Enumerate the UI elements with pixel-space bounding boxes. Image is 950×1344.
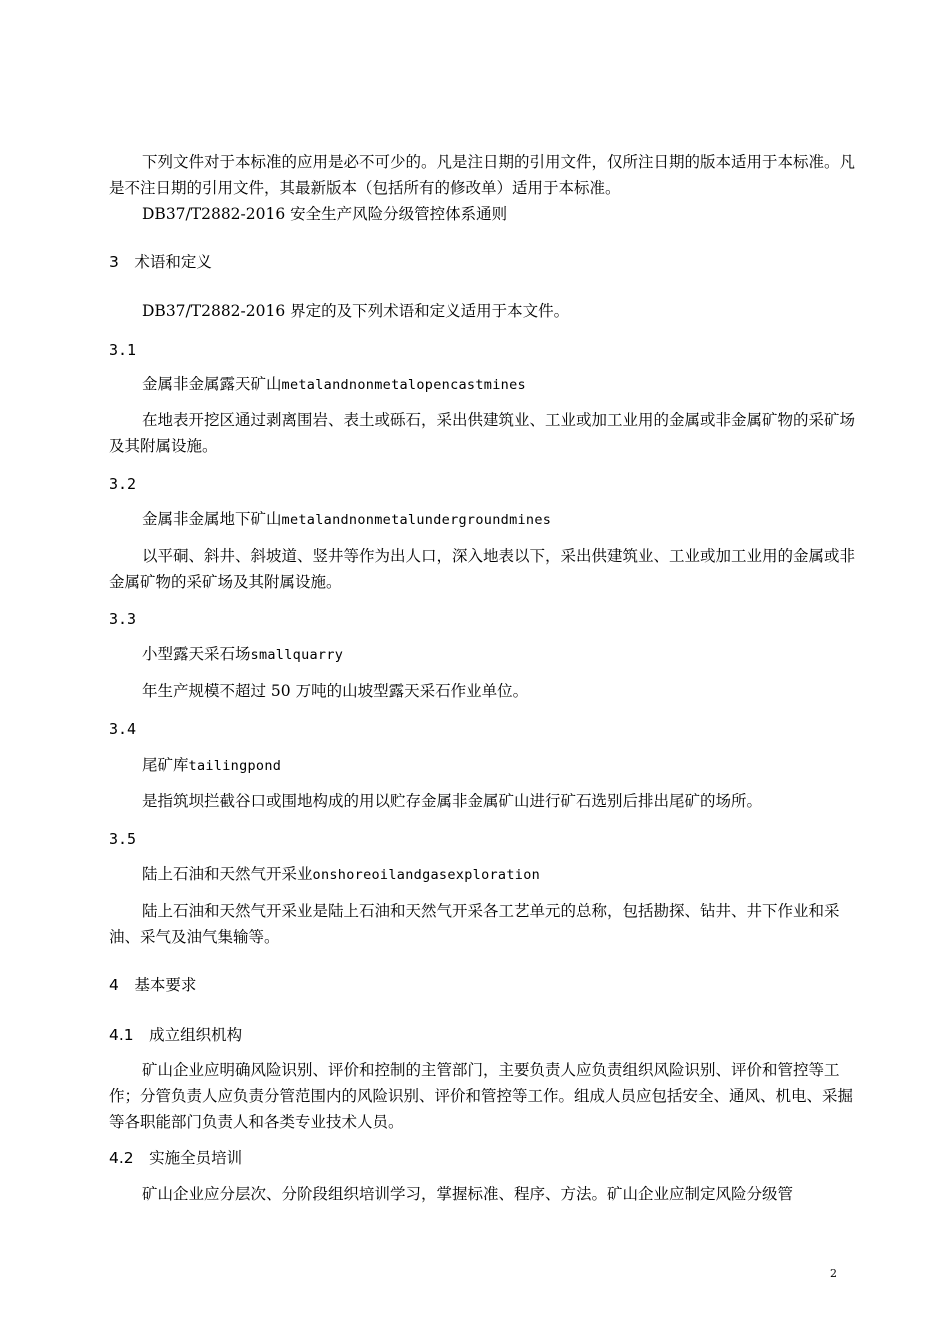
subsection-4-2-heading: 4.2 实施全员培训 [109, 1149, 243, 1167]
term-number: 3.5 [109, 830, 137, 848]
page-number: 2 [830, 1267, 837, 1280]
term-zh: 尾矿库 [142, 756, 189, 774]
term-zh: 金属非金属露天矿山 [142, 375, 282, 393]
subsection-4-1-text: 矿山企业应明确风险识别、评价和控制的主管部门，主要负责人应负责组织风险识别、评价和管控等工作；分管负责人应负责分管范围内的风险识别、评价和管控等工作。组成人员应包括安全、通风、机电、采掘等各职能部门负责人和各类专业技术人员。 [109, 1061, 854, 1131]
term-title [142, 508, 551, 531]
term-definition: 是指筑坝拦截谷口或围地构成的用以贮存金属非金属矿山进行矿石选别后排出尾矿的场所。 [142, 792, 763, 810]
term-title [142, 863, 540, 886]
section-4-heading: 4 基本要求 [109, 976, 197, 994]
intro-paragraph: 下列文件对于本标准的应用是必不可少的。凡是注日期的引用文件，仅所注日期的版本适用于本标准。凡是不注日期的引用文件，其最新版本（包括所有的修改单）适用于本标准。 [109, 153, 856, 197]
term-en: metalandnonmetalundergroundmines [281, 512, 552, 528]
term-zh: 陆上石油和天然气开采业 [142, 865, 313, 883]
term-en: metalandnonmetalopencastmines [281, 377, 526, 393]
term-zh: 金属非金属地下矿山 [142, 510, 282, 528]
term-title [142, 373, 526, 396]
subsection-4-2-text: 矿山企业应分层次、分阶段组织培训学习，掌握标准、程序、方法。矿山企业应制定风险分级管 [142, 1185, 794, 1203]
term-number: 3.4 [109, 720, 137, 738]
term-number: 3.1 [109, 341, 137, 359]
subsection-4-1-heading: 4.1 成立组织机构 [109, 1026, 243, 1044]
term-definition: 以平硐、斜井、斜坡道、竖井等作为出人口，深入地表以下，采出供建筑业、工业或加工业用的金属或非金属矿物的采矿场及其附属设施。 [109, 547, 856, 591]
term-en: tailingpond [188, 758, 282, 774]
term-definition: 陆上石油和天然气开采业是陆上石油和天然气开采各工艺单元的总称，包括勘探、钻井、井下作业和采油、采气及油气集输等。 [109, 902, 840, 946]
section-3-intro: DB37/T2882-2016 界定的及下列术语和定义适用于本文件。 [142, 302, 570, 320]
section-3-heading: 3 术语和定义 [109, 253, 212, 271]
term-definition: 在地表开挖区通过剥离围岩、表土或砾石，采出供建筑业、工业或加工业用的金属或非金属矿物的采矿场及其附属设施。 [109, 411, 856, 455]
term-zh: 小型露天采石场 [142, 645, 251, 663]
term-title [142, 643, 343, 666]
term-definition: 年生产规模不超过 50 万吨的山坡型露天采石作业单位。 [142, 682, 529, 700]
term-en: smallquarry [250, 647, 344, 663]
term-number: 3.2 [109, 475, 137, 493]
reference-document: DB37/T2882-2016 安全生产风险分级管控体系通则 [142, 205, 508, 223]
term-number: 3.3 [109, 610, 137, 628]
term-title [142, 754, 281, 777]
term-en: onshoreoilandgasexploration [312, 867, 541, 883]
